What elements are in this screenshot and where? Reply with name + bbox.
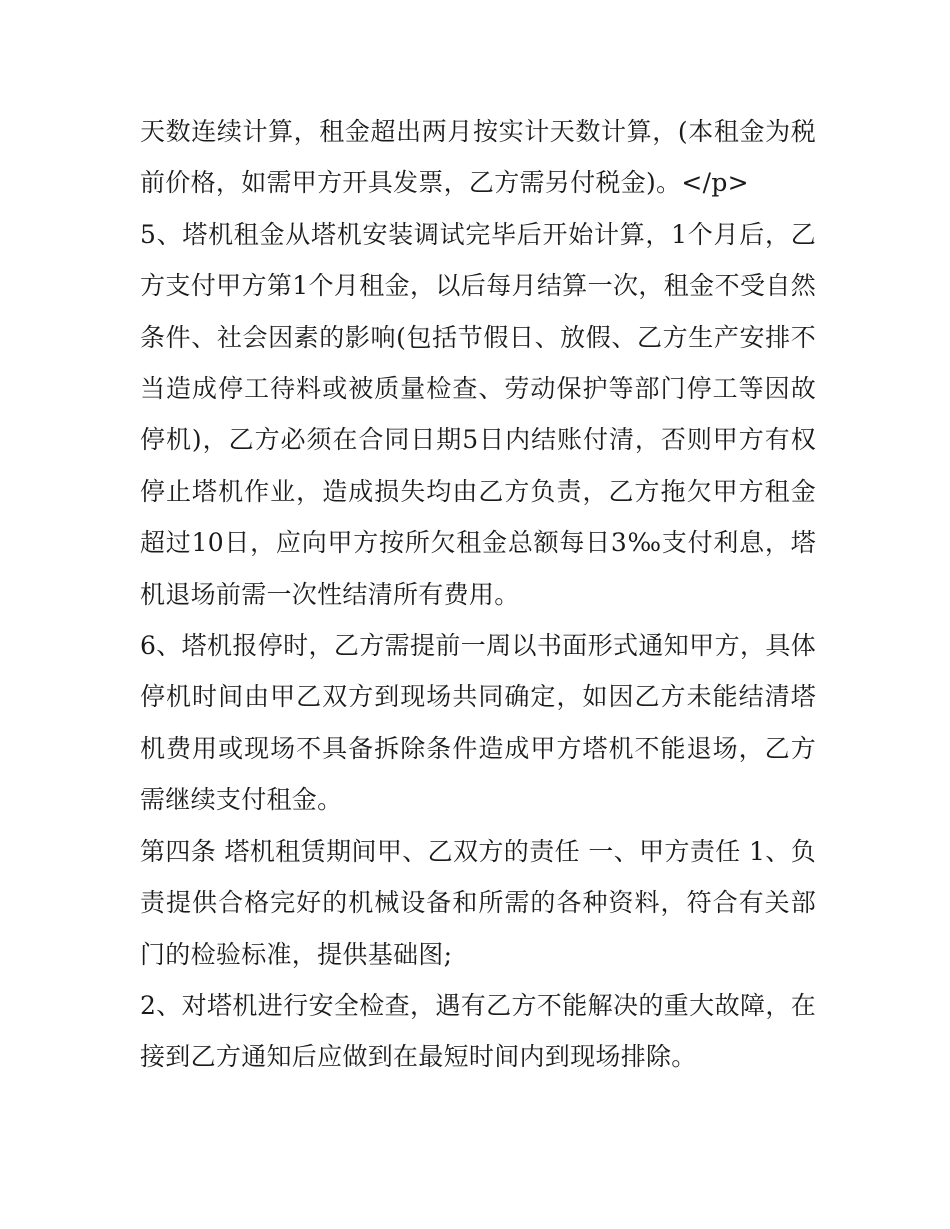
paragraph-article-4-responsibilities: 第四条 塔机租赁期间甲、乙双方的责任 一、甲方责任 1、负责提供合格完好的机械设备和所需的各种资料，符合有关部门的检验标准，提供基础图; (140, 836, 816, 969)
document-body (140, 106, 816, 1083)
paragraph-rent-calculation: 天数连续计算，租金超出两月按实计天数计算，(本租金为税前价格，如需甲方开具发票，乙方需另付税金)。</p> (140, 117, 816, 198)
paragraph-clause-5-rent-payment: 5、塔机租金从塔机安装调试完毕后开始计算，1个月后，乙方支付甲方第1个月租金，以后每月结算一次，租金不受自然条件、社会因素的影响(包括节假日、放假、乙方生产安排不当造成停工待料或被质量检查、劳动保护等部门停工等因故停机)，乙方必须在合同日期5日内结账付清，否则甲方有权停止塔机作业，造成损失均由乙方负责，乙方拖欠甲方租金超过10日，应向甲方按所欠租金总额每日3‰支付利息，塔机退场前需一次性结清所有费用。 (140, 219, 816, 609)
paragraph-clause-6-stop-notice: 6、塔机报停时，乙方需提前一周以书面形式通知甲方，具体停机时间由甲乙双方到现场共同确定，如因乙方未能结清塔机费用或现场不具备拆除条件造成甲方塔机不能退场，乙方需继续支付租金。 (140, 631, 816, 815)
paragraph-clause-2-safety-inspection: 2、对塔机进行安全检查，遇有乙方不能解决的重大故障，在接到乙方通知后应做到在最短时间内到现场排除。 (140, 990, 816, 1072)
